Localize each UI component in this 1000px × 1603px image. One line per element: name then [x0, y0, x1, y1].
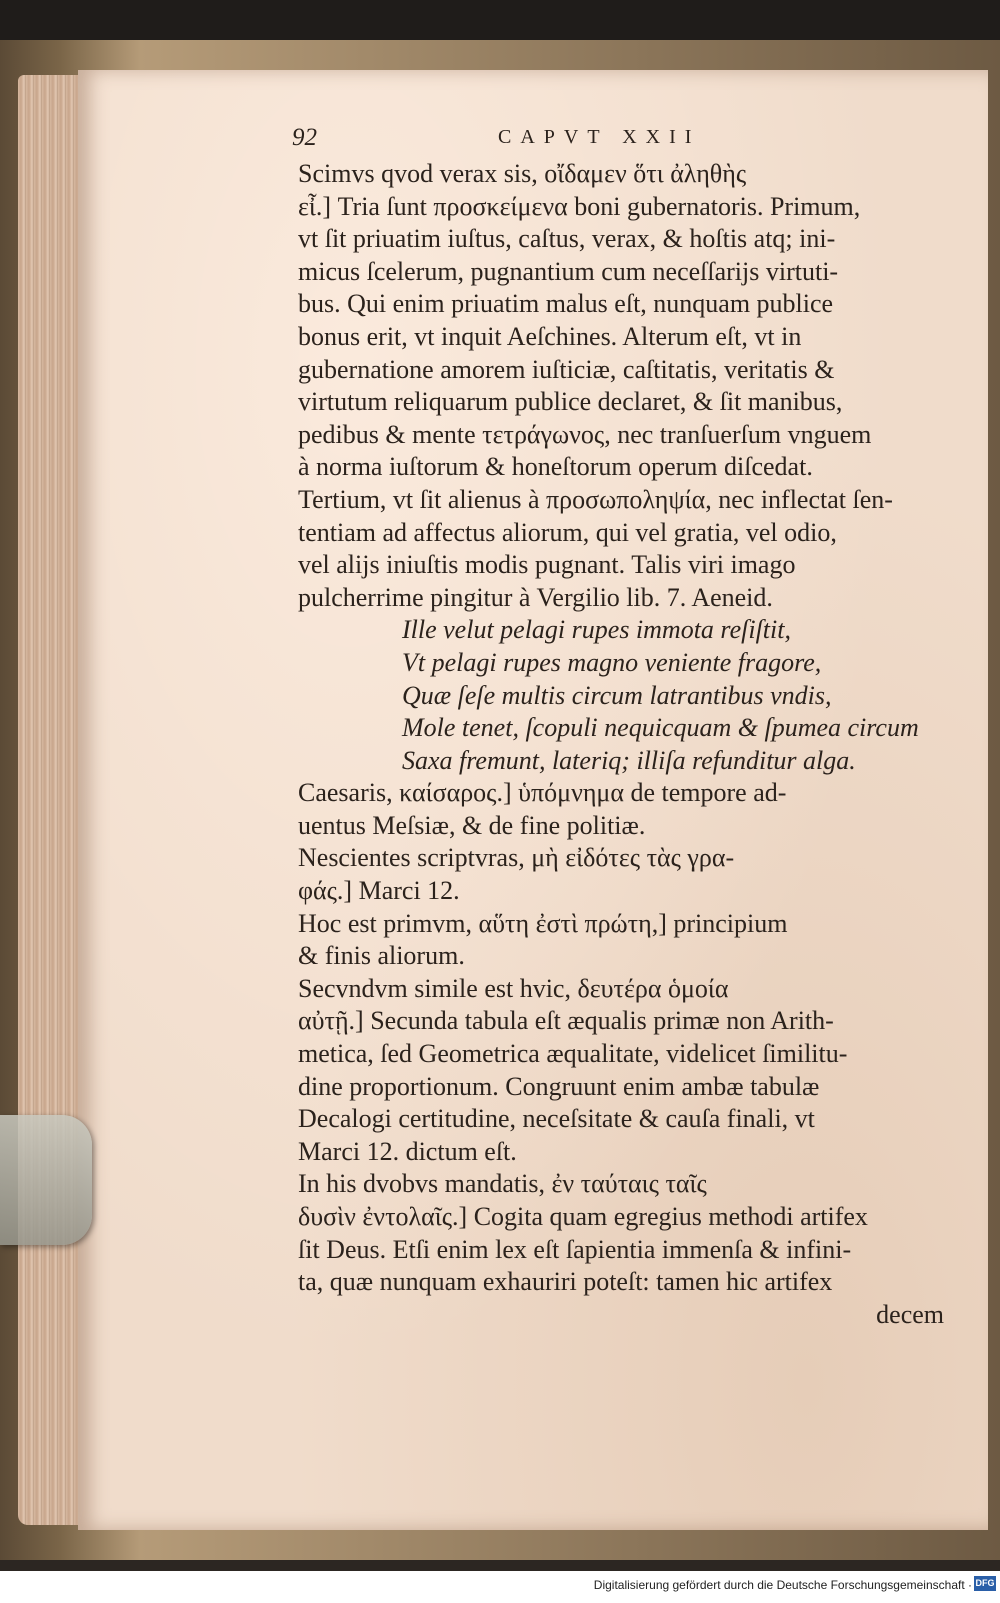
text-line: In his dvobvs mandatis, ἐν ταύταις ταῖς: [298, 1169, 707, 1199]
text-line: vt ſit priuatim iuſtus, caſtus, verax, & hoſtis atq; ini-: [298, 224, 836, 254]
page-clip: [0, 1115, 92, 1245]
verse-line: Mole tenet, ſcopuli nequicquam & ſpumea circum: [402, 713, 919, 743]
text-line: αὐτῇ.] Secunda tabula eſt æqualis primæ non Arith-: [298, 1006, 834, 1036]
text-line: uentus Meſsiæ, & de fine politiæ.: [298, 810, 646, 840]
text-line: δυσὶν ἐντολαῖς.] Cogita quam egregius methodi artifex: [298, 1202, 868, 1231]
text-line: Secvndvm simile est hvic, δευτέρα ὁμοία: [298, 973, 729, 1003]
text-line: vel alijs iniuſtis modis pugnant. Talis viri imago: [298, 550, 796, 580]
text-line: bonus erit, vt inquit Aeſchines. Alterum eſt, vt in: [298, 321, 802, 351]
verse-line: Ille velut pelagi rupes immota reſiſtit,: [402, 615, 791, 645]
text-line: Tertium, vt ſit alienus à προσωποληψία, nec inflectat ſen-: [298, 484, 893, 514]
text-line: bus. Qui enim priuatim malus eſt, nunquam publice: [298, 289, 834, 319]
text-line: pedibus & mente τετράγωνος, nec tranſuerſum vnguem: [298, 419, 872, 449]
page-text: [292, 122, 958, 1331]
catchword: decem: [876, 1299, 944, 1329]
text-line: ſit Deus. Etſi enim lex eſt ſapientia immenſa & infini-: [298, 1234, 852, 1264]
text-line: Caesaris, καίσαρος.] ὑπόμνημα de tempore ad-: [298, 778, 787, 808]
verse-line: Saxa fremunt, lateriq; illiſa refunditur alga.: [402, 745, 856, 775]
text-line: εἶ.] Tria ſunt προσκείμενα boni gubernatoris. Primum,: [298, 191, 861, 221]
text-line: gubernatione amorem iuſticiæ, caſtitatis, veritatis &: [298, 354, 835, 384]
text-line: Marci 12. dictum eſt.: [298, 1136, 517, 1166]
text-line: dine proportionum. Congruunt enim ambæ tabulæ: [298, 1071, 820, 1101]
text-line: micus ſcelerum, pugnantium cum neceſſarijs virtuti-: [298, 256, 839, 286]
text-line: tentiam ad affectus aliorum, qui vel gratia, vel odio,: [298, 517, 837, 547]
verse-line: Quæ ſeſe multis circum latrantibus vndis,: [402, 680, 832, 710]
page-header: [292, 122, 958, 158]
running-head: CAPVT XXII: [498, 126, 701, 148]
page-number: 92: [292, 124, 317, 151]
text-line: à norma iuſtorum & honeſtorum operum diſcedat.: [298, 452, 813, 482]
text-line: Decalogi certitudine, neceſsitate & cauſa finali, vt: [298, 1104, 815, 1134]
text-line: & finis aliorum.: [298, 941, 465, 971]
text-line: virtutum reliquarum publice declaret, & ſit manibus,: [298, 387, 843, 417]
verse-line: Vt pelagi rupes magno veniente fragore,: [402, 647, 822, 677]
text-line: Hoc est primvm, αὕτη ἐστὶ πρώτη,] principium: [298, 908, 788, 938]
text-line: ta, quæ nunquam exhauriri poteſt: tamen hic artifex: [298, 1267, 833, 1297]
footer-credit: Digitalisierung gefördert durch die Deutsche Forschungsgemeinschaft ·: [593, 1578, 972, 1592]
text-line: Scimvs qvod verax sis, οἴδαμεν ὅτι ἀληθὴς: [298, 159, 747, 188]
text-line: Nescientes scriptvras, μὴ εἰδότες τὰς γρα-: [298, 843, 735, 873]
text-line: φάς.] Marci 12.: [298, 876, 460, 906]
text-line: metica, ſed Geometrica æqualitate, videlicet ſimilitu-: [298, 1039, 848, 1069]
dfg-logo: DFG: [974, 1576, 996, 1591]
text-line: pulcherrime pingitur à Vergilio lib. 7. Aeneid.: [298, 582, 773, 612]
